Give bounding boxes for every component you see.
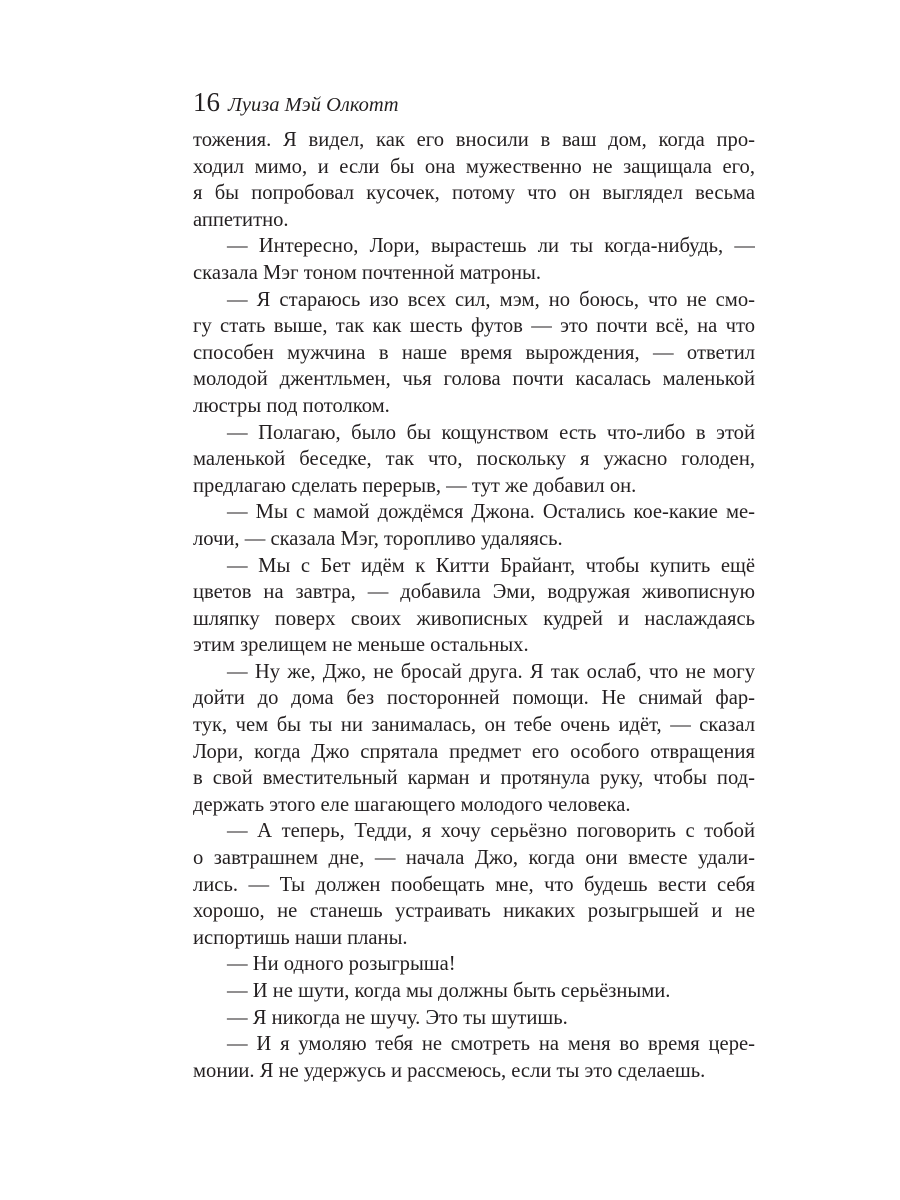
text-line: тожения. Я видел, как его вносили в ваш дом, когда про- <box>193 129 755 151</box>
text-line: способен мужчина в наше время вырождения, — ответил <box>193 341 755 364</box>
text-line: испортишь наши планы. <box>193 926 408 949</box>
text-line: сказала Мэг тоном почтенной матроны. <box>193 261 542 284</box>
text-line: — Интересно, Лори, вырастешь ли ты когда-нибудь, — <box>227 235 755 258</box>
text-line: — И не шути, когда мы должны быть серьёзными. <box>227 980 671 1002</box>
text-line: — Мы с мамой дождёмся Джона. Остались кое-какие ме- <box>227 501 755 524</box>
page-number: 16 <box>193 87 220 117</box>
text-line: ходил мимо, и если бы она мужественно не защищала его, <box>193 155 755 178</box>
text-line: — Я никогда не шучу. Это ты шутишь. <box>227 1006 568 1029</box>
book-page <box>193 0 755 1200</box>
text-line: лись. — Ты должен пообещать мне, что будешь вести себя <box>193 873 755 896</box>
running-title: Луиза Мэй Олкотт <box>228 94 399 116</box>
text-line: Лори, когда Джо спрятала предмет его особого отвращения <box>193 740 755 763</box>
text-line: гу стать выше, так как шесть футов — это почти всё, на что <box>193 315 755 338</box>
running-header <box>193 84 399 120</box>
text-line: — Мы с Бет идём к Китти Брайант, чтобы купить ещё <box>227 554 755 577</box>
text-line: — Ни одного розыгрыша! <box>227 953 456 976</box>
text-line: тук, чем бы ты ни занималась, он тебе очень идёт, — сказал <box>193 714 755 737</box>
text-line: дойти до дома без посторонней помощи. Не снимай фар- <box>193 687 755 710</box>
text-line: люстры под потолком. <box>193 394 390 417</box>
text-line: цветов на завтра, — добавила Эми, водружая живописную <box>193 581 755 604</box>
text-line: монии. Я не удержусь и рассмеюсь, если ты это сделаешь. <box>193 1059 706 1082</box>
text-line: лочи, — сказала Мэг, торопливо удаляясь. <box>193 527 563 550</box>
text-line: держать этого еле шагающего молодого человека. <box>193 793 631 816</box>
text-line: — Ну же, Джо, не бросай друга. Я так ослаб, что не могу <box>227 660 755 683</box>
body-text <box>193 127 755 1084</box>
text-line: о завтрашнем дне, — начала Джо, когда они вместе удали- <box>193 847 755 870</box>
text-line: шляпку поверх своих живописных кудрей и наслаждаясь <box>193 607 755 630</box>
text-line: маленькой беседке, так что, поскольку я ужасно голоден, <box>193 448 755 471</box>
text-line: молодой джентльмен, чья голова почти касалась маленькой <box>193 368 755 391</box>
text-line: — И я умоляю тебя не смотреть на меня во время цере- <box>227 1033 755 1056</box>
text-line: аппетитно. <box>193 208 289 231</box>
text-line: — Полагаю, было бы кощунством есть что-либо в этой <box>227 421 755 444</box>
text-line: — А теперь, Тедди, я хочу серьёзно поговорить с тобой <box>227 820 755 843</box>
text-line: я бы попробовал кусочек, потому что он выглядел весьма <box>193 182 755 205</box>
text-line: предлагаю сделать перерыв, — тут же добавил он. <box>193 474 637 497</box>
text-line: хорошо, не станешь устраивать никаких розыгрышей и не <box>193 900 755 923</box>
text-line: — Я стараюсь изо всех сил, мэм, но боюсь, что не смо- <box>227 288 755 311</box>
text-line: в свой вместительный карман и протянула руку, чтобы под- <box>193 767 755 790</box>
text-line: этим зрелищем не меньше остальных. <box>193 634 529 657</box>
